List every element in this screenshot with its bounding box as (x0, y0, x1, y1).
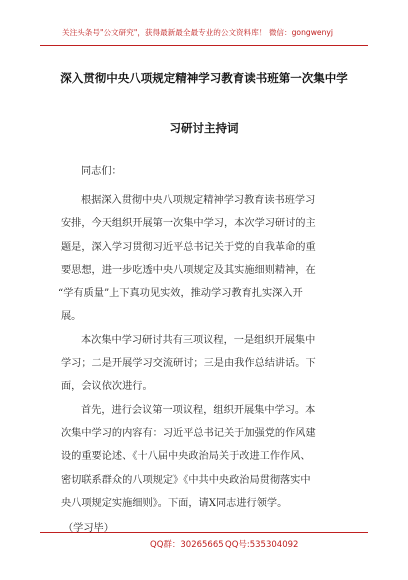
body-line: 学习；二是开展学习交流研讨；三是由我作总结讲话。下 (61, 358, 316, 369)
body-line: 首先，进行会议第一项议程，组织开展集中学习。本 (81, 405, 316, 416)
page-footer (0, 530, 408, 554)
footer-divider (40, 532, 368, 533)
body-line: （学习毕） (63, 523, 114, 534)
body-line: 次集中学习的内容有：习近平总书记关于加强党的作风建 (61, 428, 316, 439)
document-title-line-1: 深入贯彻中央八项规定精神学习教育读书班第一次集中学 (60, 71, 348, 85)
body-line: 央八项规定实施细则》。下面，请X同志进行领学。 (61, 498, 288, 509)
header-divider (40, 45, 368, 46)
body-line: “学有质量”上下真功见实效，推动学习教育扎实深入开 (58, 288, 303, 299)
body-line: 同志们： (81, 166, 122, 177)
body-line: 根据深入贯彻中央八项规定精神学习教育读书班学习 (81, 195, 316, 206)
body-line: 要思想，进一步吃透中央八项规定及其实施细则精神，在 (61, 265, 316, 276)
body-line: 设的重要论述、《十八届中央政治局关于改进工作作风、 (61, 451, 311, 462)
header-banner: 关注头条号"公文研究"，获得最新最全最专业的公文资料库！ 微信：gongwenyj (62, 28, 334, 37)
footer-qq-group: QQ群：30265665 (150, 540, 224, 550)
body-line: 安排，今天组织开展第一次集中学习，本次学习研讨的主 (61, 218, 316, 229)
body-line: 面，会议依次进行。 (61, 381, 153, 392)
body-line: 本次集中学习研讨共有三项议程，一是组织开展集中 (81, 335, 316, 346)
body-line: 展。 (61, 311, 82, 322)
page-header (0, 0, 408, 50)
footer-qq-number: QQ号:535304092 (225, 540, 299, 550)
document-title-line-2: 习研讨主持词 (169, 121, 239, 135)
body-line: 题是，深入学习贯彻习近平总书记关于党的自我革命的重 (61, 242, 316, 253)
body-line: 密切联系群众的八项规定》《中共中央政治局贯彻落实中 (61, 475, 311, 486)
